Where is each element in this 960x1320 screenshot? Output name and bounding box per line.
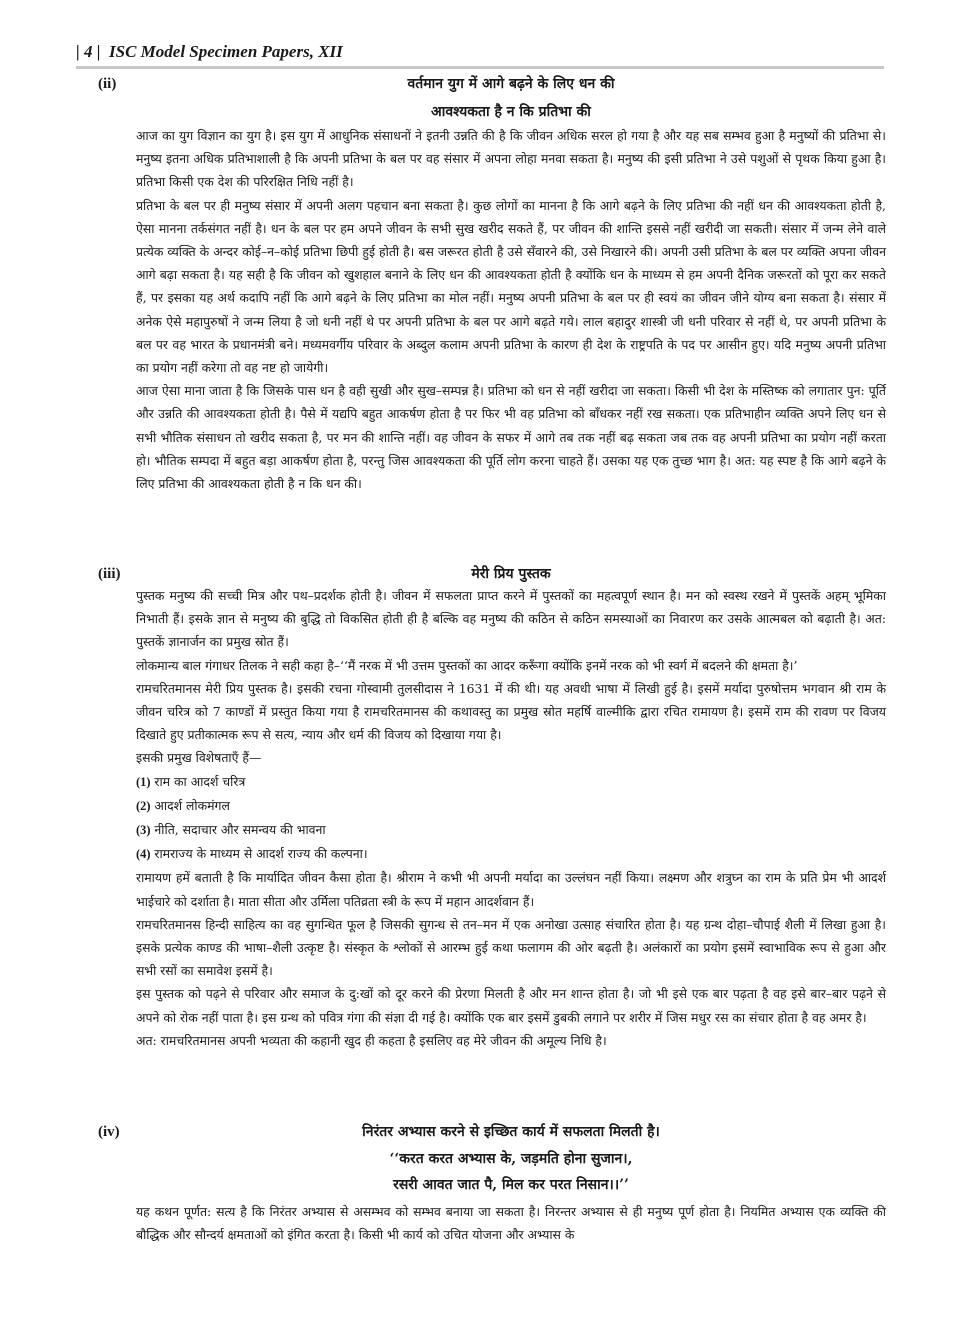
paragraph: रामायण हमें बताती है कि मार्यादित जीवन कैसा होता है। श्रीराम ने कभी भी अपनी मर्यादा का उल्लंघन नहीं किया। लक्ष्मण और शत्रुघ्न का राम के प्रति प्रेम भी आदर्श भाईचारे को दर्शाता है। माता सीता और उर्मिला पतिव्रता स्त्री के रूप में महान आदर्शवान हैं। <box>136 870 886 909</box>
list-item <box>136 794 886 818</box>
list-number: (4) <box>136 847 151 862</box>
page-header <box>76 40 884 68</box>
book-title: ISC Model Specimen Papers, XII <box>109 42 343 61</box>
section-number: (iii) <box>98 566 121 582</box>
features-list <box>136 770 886 867</box>
paragraph: रामचरितमानस मेरी प्रिय पुस्तक है। इसकी रचना गोस्वामी तुलसीदास ने 1631 में की थी। यह अवधी भाषा में लिखी हुई है। इसमें मर्यादा पुरुषोत्तम भगवान श्री राम के जीवन चरित्र को 7 काण्डों में प्रस्तुत किया गया है रामचरितमानस की कथावस्तु का प्रमुख स्रोत महर्षि वाल्मीकि द्वारा रचित रामायण है। इसमें राम की रावण पर विजय दिखाते हुए प्रतीकात्मक रूप से सत्य, न्याय और धर्म की विजय को दिखाया गया है। <box>136 680 886 743</box>
section-title: मेरी प्रिय पुस्तक <box>471 566 551 582</box>
paragraph: अत: रामचरितमानस अपनी भव्यता की कहानी खुद ही कहता है इसलिए वह मेरे जीवन की अमूल्य निधि है। <box>136 1032 607 1048</box>
list-number: (3) <box>136 823 151 838</box>
couplet-line-2: रसरी आवत जात पै, मिल कर परत निसान।।’’ <box>393 1177 629 1193</box>
page-number: 4 <box>84 42 93 61</box>
list-item <box>136 842 886 866</box>
list-text: रामराज्य के माध्यम से आदर्श राज्य की कल्पना। <box>154 846 368 862</box>
list-text: नीति, सदाचार और समन्वय की भावना <box>154 822 326 838</box>
section-number: (ii) <box>98 76 117 92</box>
section-title-line-1: वर्तमान युग में आगे बढ़ने के लिए धन की <box>407 76 615 92</box>
header-text: | 4 | ISC Model Specimen Papers, XII <box>76 42 343 61</box>
paragraph: रामचरितमानस हिन्दी साहित्य का वह सुगन्धित फूल है जिसकी सुगन्ध से तन–मन में एक अनोखा उत्साह संचारित होता है। यह ग्रन्थ दोहा–चौपाई शैली में लिखा हुआ है। इसके प्रत्येक काण्ड की भाषा–शैली उत्कृष्ट है। संस्कृत के श्लोकों से आरम्भ हुई कथा फलागम की ओर बढ़ती है। अलंकारों का प्रयोग इसमें स्वाभाविक रूप से हुआ और सभी रसों का समावेश इसमें है। <box>136 916 886 979</box>
section-title: निरंतर अभ्यास करने से इच्छित कार्य में सफलता मिलती है। <box>362 1124 660 1140</box>
paragraph: पुस्तक मनुष्य की सच्ची मित्र और पथ–प्रदर्शक होती है। जीवन में सफलता प्राप्त करने में पुस्तकों का महत्वपूर्ण स्थान है। मन को स्वस्थ रखने में पुस्तकें अहम् भूमिका निभाती हैं। इसके ज्ञान से मनुष्य की बुद्धि तो विकसित होती ही है बल्कि वह मनुष्य की कठिन से कठिन समस्याओं का निवारण कर उसके आत्मबल को बढ़ाती है। अत: पुस्तकें ज्ञानार्जन का प्रमुख स्रोत हैं। <box>136 588 886 650</box>
list-number: (2) <box>136 798 151 813</box>
paragraph: इस पुस्तक को पढ़ने से परिवार और समाज के दु:खों को दूर करने की प्रेरणा मिलती है और मन शान्त होता है। जो भी इसे एक बार पढ़ता है वह इसे बार–बार पढ़ने से अपने को रोक नहीं पाता है। इस ग्रन्थ को पवित्र गंगा की संज्ञा दी गई है। क्योंकि एक बार इसमें डुबकी लगाने पर शरीर में जिस मधुर रस का संचार होता है वह अमर है। <box>136 986 886 1025</box>
section-title-line-2: आवश्यकता है न कि प्रतिभा की <box>431 104 591 120</box>
paragraph: आज का युग विज्ञान का युग है। इस युग में आधुनिक संसाधनों ने इतनी उन्नति की है कि जीवन अधिक सरल हो गया है और यह सब सम्भव हुआ है मनुष्यों की प्रतिभा से। मनुष्य इतना अधिक प्रतिभाशाली है कि अपनी प्रतिभा के बल पर वह संसार में अपना लोहा मनवा सकता है। मनुष्य की इसी प्रतिभा ने उसे पशुओं से पृथक किया हुआ है। प्रतिभा किसी एक देश की परिरक्षित निधि नहीं है। <box>136 128 886 190</box>
paragraph: यह कथन पूर्णत: सत्य है कि निरंतर अभ्यास से असम्भव को सम्भव बनाया जा सकता है। निरन्तर अभ्यास से ही मनुष्य पूर्ण होता है। नियमित अभ्यास एक व्यक्ति की बौद्धिक और सौन्दर्य क्षमताओं को इंगित करता है। किसी भी कार्य को उचित योजना और अभ्यास के <box>136 1204 886 1243</box>
list-item <box>136 818 886 842</box>
list-text: राम का आदर्श चरित्र <box>154 773 246 789</box>
section-body <box>136 1200 886 1246</box>
section-body <box>136 584 886 1052</box>
section-body <box>136 124 886 495</box>
list-number: (1) <box>136 774 151 789</box>
list-item <box>136 770 886 794</box>
header-rule <box>76 66 884 69</box>
paragraph: आज ऐसा माना जाता है कि जिसके पास धन है वही सुखी और सुख–सम्पन्न है। प्रतिभा को धन से नहीं खरीदा जा सकता। किसी भी देश के मस्तिष्क को लगातार पुन: पूर्ति और उन्नति की आवश्यकता होती है। पैसे में यद्यपि बहुत आकर्षण होता है पर फिर भी वह प्रतिभा को बाँधकर नहीं रख सकता। एक प्रतिभाहीन व्यक्ति अपने लिए धन से सभी भौतिक संसाधन तो खरीद सकता है, पर मन की शान्ति नहीं। वह जीवन के सफर में आगे तब तक नहीं बढ़ सकता जब तक वह अपनी प्रतिभा का प्रयोग नहीं करता हो। भौतिक सम्पदा में बहुत बड़ा आकर्षण होता है, परन्तु जिस आवश्यकता की पूर्ति लोग करना चाहते हैं। उसका यह एक तुच्छ भाग है। अत: यह स्पष्ट है कि आगे बढ़ने के लिए प्रतिभा की आवश्यकता होती है न कि धन की। <box>136 383 886 492</box>
paragraph: प्रतिभा के बल पर ही मनुष्य संसार में अपनी अलग पहचान बना सकता है। कुछ लोगों का मानना है कि आगे बढ़ने के लिए प्रतिभा की नहीं धन की आवश्यकता होती है, ऐसा मानना तर्कसंगत नहीं है। धन के बल पर हम अपने जीवन के सभी सुख खरीद सकते हैं, पर जीवन की शान्ति इससे नहीं खरीदी जा सकती। संसार में जन्म लेने वाले प्रत्येक व्यक्ति के अन्दर कोई–न–कोई प्रतिभा छिपी हुई होती है। बस जरूरत होती है उसे सँवारने की, उसे निखारने की। अपनी उसी प्रतिभा के बल पर व्यक्ति अपना जीवन आगे बढ़ा सकता है। यह सही है कि जीवन को खुशहाल बनाने के लिए धन की आवश्यकता होती है क्योंकि धन के माध्यम से हम अपनी दैनिक जरूरतों को पूरा कर सकते हैं, पर इसका यह अर्थ कदापि नहीं कि आगे बढ़ने के लिए प्रतिभा का मोल नहीं। मनुष्य अपनी प्रतिभा के बल पर ही स्वयं का जीवन जीने योग्य बना सकता है। संसार में अनेक ऐसे महापुरुषों ने जन्म लिया है जो धनी नहीं थे पर अपनी प्रतिभा के बल पर आगे बढ़ते गये। लाल बहादुर शास्त्री जी धनी परिवार से नहीं थे, पर अपनी प्रतिभा के बल पर वह भारत के प्रधानमंत्री बने। मध्यमवर्गीय परिवार के अब्दुल कलाम अपनी प्रतिभा के कारण ही देश के राष्ट्रपति के पद पर आसीन हुए। यदि मनुष्य अपनी प्रतिभा का प्रयोग नहीं करेगा तो वह नष्ट हो जायेगी। <box>136 197 886 376</box>
paragraph: लोकमान्य बाल गंगाधर तिलक ने सही कहा है–‘‘मैं नरक में भी उत्तम पुस्तकों का आदर करूँगा क्योंकि इनमें नरक को भी स्वर्ग में बदलने की क्षमता है।’ <box>136 657 798 673</box>
paragraph: इसकी प्रमुख विशेषताएँ हैं— <box>136 750 262 766</box>
section-number: (iv) <box>98 1124 120 1140</box>
list-text: आदर्श लोकमंगल <box>154 797 230 813</box>
couplet-line-1: ‘‘करत करत अभ्यास के, जड़मति होना सुजान।, <box>389 1151 633 1167</box>
